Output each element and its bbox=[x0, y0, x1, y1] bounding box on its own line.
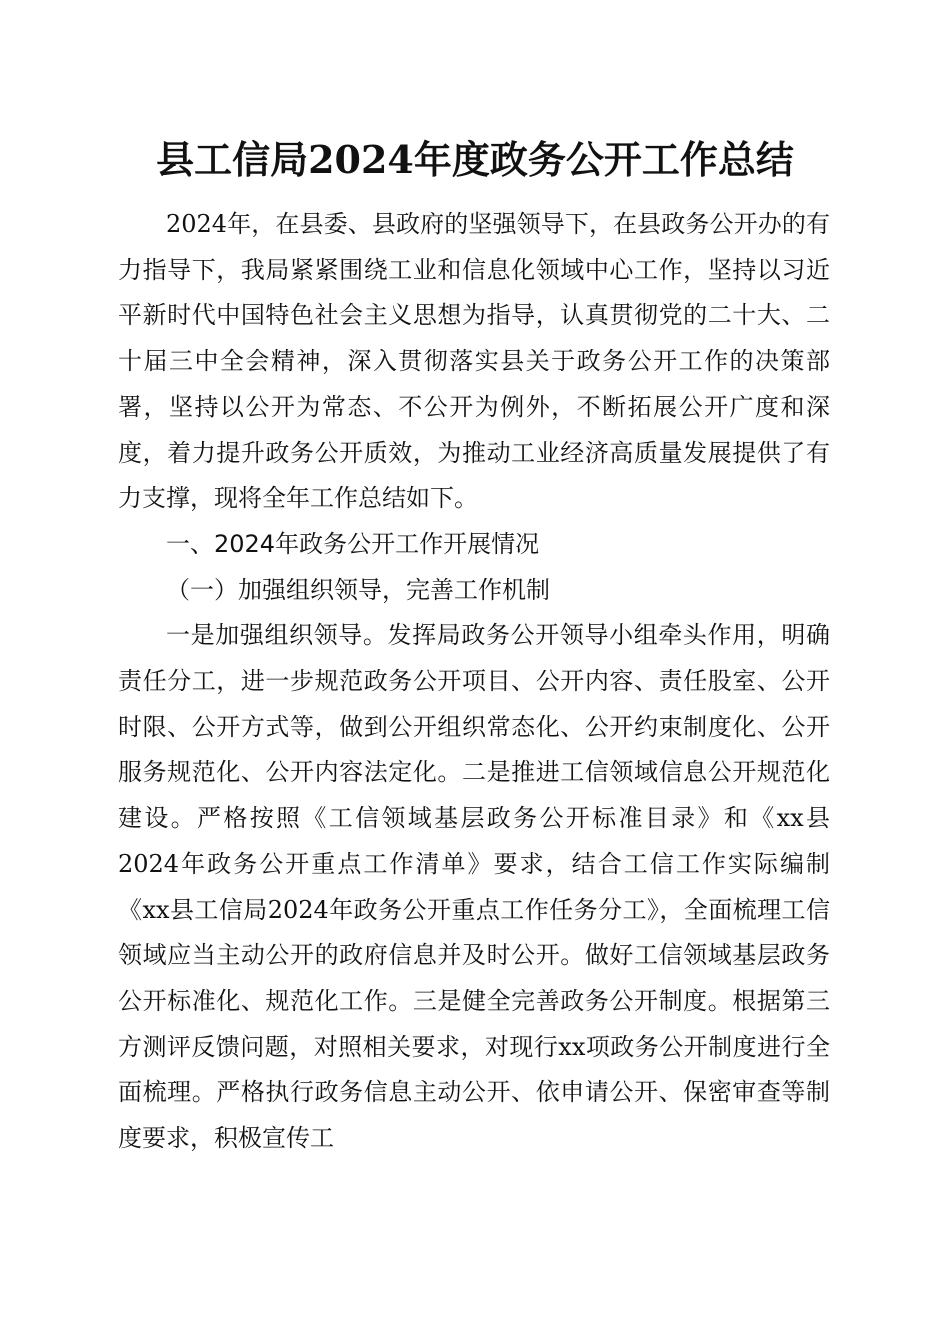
section-heading: 一、2024年政务公开工作开展情况 bbox=[166, 529, 540, 558]
paragraph-text: 发挥局政务公开领导小组牵头作用，明确责任分工，进一步规范政务公开项目、公开内容、责任股室、公开时限、公开方式等，做到公开组织常态化、公开约束制度化、公开服务规范化、公开内容法定化。二是推进工信领域信息公开规范化建设。严格按照《工信领域基层政务公开标准目录》和《xx县2024年政务公开重点工作清单》要求，结合工信工作实际编制《xx县工信局2024年政务公开重点工作任务分工》，全面梳理工信领域应当主动公开的政府信息并及时公开。做好工信领域基层政务公开标准化、规范化工作。三是健全完善政务公开制度。根据第三方测评反馈问题，对照相关要求，对现行xx项政务公开制度进行全面梳理。严格执行政务信息主动公开、依申请公开、保密审查等制度要求，积极宣传工 bbox=[118, 621, 831, 1153]
document-title: 县工信局2024年度政务公开工作总结 bbox=[156, 137, 794, 182]
paragraph-lead: 一是加强组织领导。 bbox=[166, 621, 388, 650]
intro-paragraph: 2024年，在县委、县政府的坚强领导下，在县政务公开办的有力指导下，我局紧紧围绕工业和信息化领域中心工作，坚持以习近平新时代中国特色社会主义思想为指导，认真贯彻党的二十大、二十届三中全会精神，深入贯彻落实县关于政务公开工作的决策部署，坚持以公开为常态、不公开为例外，不断拓展公开广度和深度，着力提升政务公开质效，为推动工业经济高质量发展提供了有力支撑，现将全年工作总结如下。 bbox=[118, 210, 830, 513]
document-body bbox=[118, 202, 830, 1162]
body-paragraph bbox=[118, 613, 830, 1161]
subsection-heading: （一）加强组织领导，完善工作机制 bbox=[166, 575, 550, 604]
